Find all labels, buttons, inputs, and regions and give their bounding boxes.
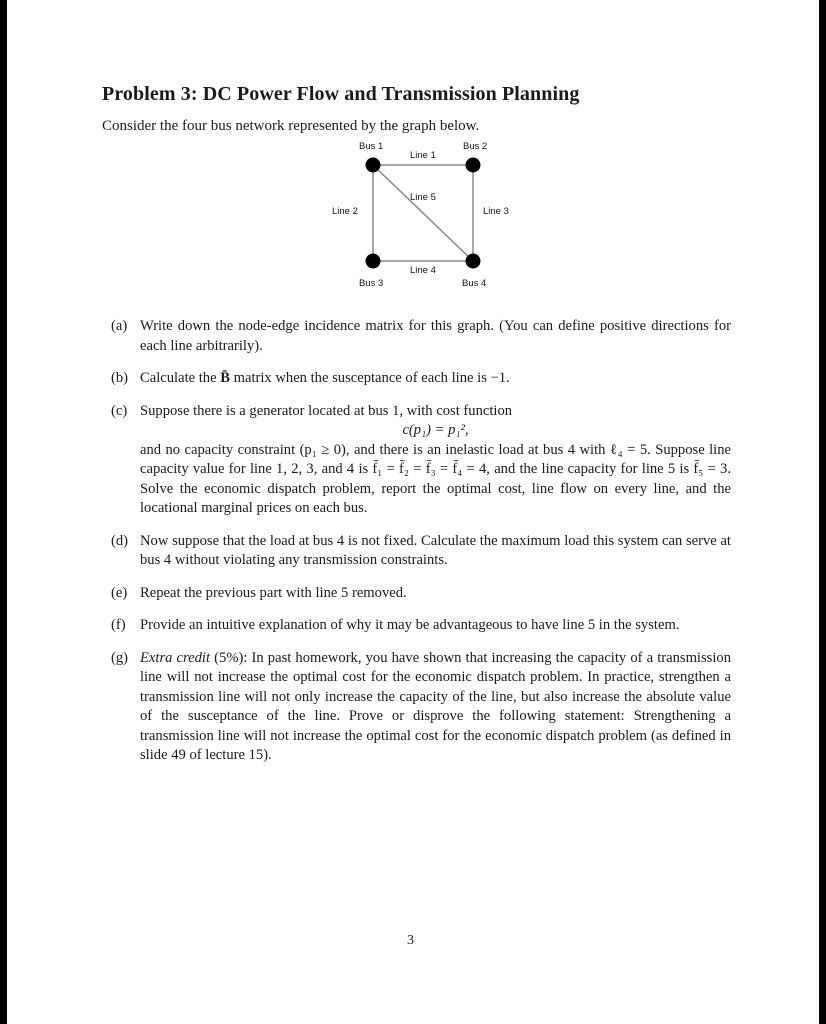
question-f-label: (f) [111,617,126,633]
question-b-label: (b) [111,370,129,386]
question-b-text-pre: Calculate the [140,370,221,386]
line-3-label: Line 3 [483,206,509,217]
question-d [111,532,731,571]
question-b-matrix: B̄ [220,370,230,386]
document-page [7,0,819,1024]
question-f [111,616,731,636]
line-2-label: Line 2 [332,206,358,217]
question-c [111,402,731,519]
bus-3-node [366,254,381,269]
question-g [111,649,731,766]
intro-text: Consider the four bus network represented by the graph below. [102,118,480,134]
bus-2-node [466,158,481,173]
bus-4-node [466,254,481,269]
question-e-label: (e) [111,584,128,601]
question-g-label: (g) [111,649,129,666]
line-4-label: Line 4 [410,265,436,276]
question-g-extra-credit: Extra credit [140,649,211,666]
line-1-label: Line 1 [410,150,436,161]
bus-1-node [366,158,381,173]
question-a [111,317,731,356]
question-c-paragraph: and no capacity constraint (p₁ ≥ 0), and there is an inelastic load at bus 4 with ℓ₄ = 5. Suppose line capacity value for line 1, 2, 3, and 4 is f̄₁ = f̄₂ = f̄₃ = f̄₄ = 4, and the line capacity for line 5 is f̄₅ = 3. Solve the economic dispatch problem, report the optimal cost, line flow on every line, and the locational marginal prices on each bus. [140,441,731,516]
question-f-text: Provide an intuitive explanation of why it may be advantageous to have line 5 in the system. [140,617,680,633]
line-5-edge [373,165,473,261]
question-d-label: (d) [111,532,129,549]
question-g-text: (5%): In past homework, you have shown that increasing the capacity of a transmission line will not increase the optimal cost for the economic dispatch problem. In practice, strengthen a transmission line will not only increase the capacity of the line, but also increase the absolute value of the susceptance of the line. Prove or disprove the following statement: Strengthening a transmission line will not increase the optimal cost for the economic dispatch problem (as defined in slide 49 of lecture 15). [140,649,731,763]
page-number: 3 [407,933,414,948]
question-a-label: (a) [111,318,128,334]
bus-3-label: Bus 3 [359,278,384,289]
problem-title: Problem 3: DC Power Flow and Transmission Planning [102,83,580,105]
bus-4-label: Bus 4 [462,278,487,289]
bus-1-label: Bus 1 [359,141,384,152]
question-b [111,369,731,389]
question-c-line1: Suppose there is a generator located at bus 1, with cost function [140,402,513,419]
line-5-label: Line 5 [410,192,436,203]
question-d-text: Now suppose that the load at bus 4 is not fixed. Calculate the maximum load this system can serve at bus 4 without violating any transmission constraints. [140,532,731,568]
question-list [111,317,731,779]
bus-network-diagram [307,138,537,298]
question-e [111,584,731,604]
bus-2-label: Bus 2 [463,141,488,152]
question-b-text-post: matrix when the susceptance of each line is −1. [229,370,510,386]
question-c-label: (c) [111,402,128,419]
question-c-equation: c(p₁) = p₁², [402,422,469,438]
question-a-text: Write down the node-edge incidence matrix for this graph. (You can define positive directions for each line arbitrarily). [140,318,731,354]
question-e-text: Repeat the previous part with line 5 removed. [140,584,407,601]
